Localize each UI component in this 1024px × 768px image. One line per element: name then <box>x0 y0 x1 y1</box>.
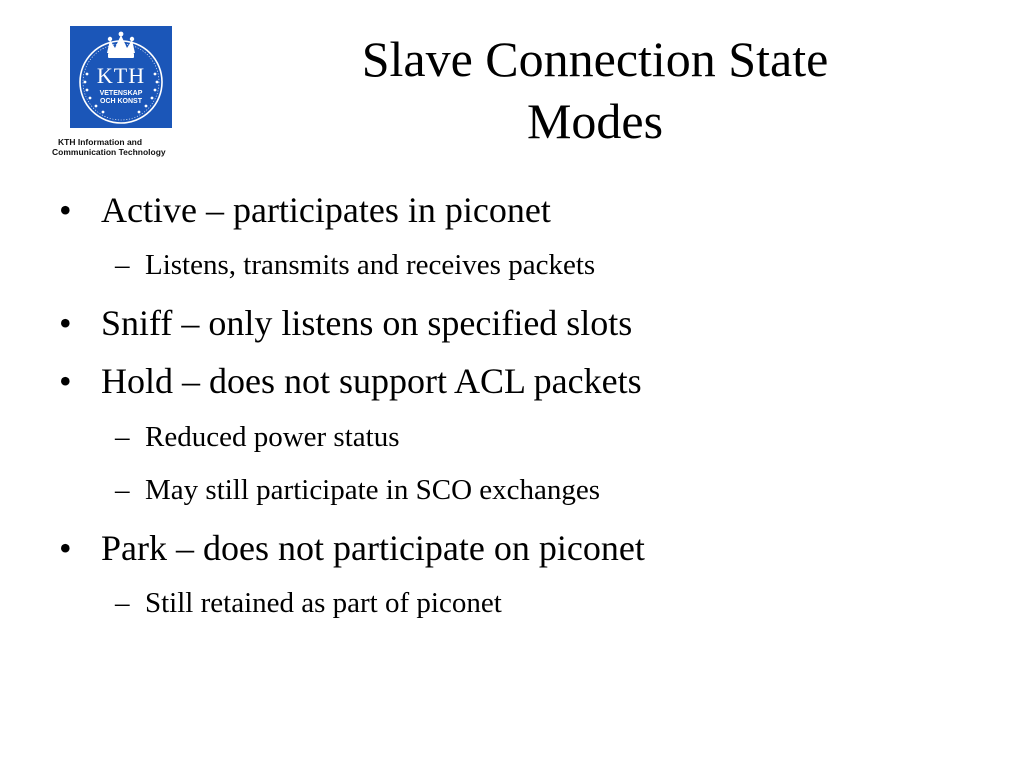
bullet-text: Hold – does not support ACL packets <box>101 361 642 401</box>
bullet-text: Active – participates in piconet <box>101 190 551 230</box>
sub-bullet-marker: – <box>115 587 130 619</box>
bullet-marker: • <box>59 190 72 230</box>
sub-bullet-item <box>115 473 601 507</box>
sub-bullet-text: May still participate in SCO exchanges <box>145 474 601 506</box>
logo-motto-line1: VETENSKAP <box>99 90 143 97</box>
bullet-item <box>59 190 551 230</box>
sub-bullet-item <box>115 248 596 282</box>
bullet-marker: • <box>59 528 72 568</box>
slide-title-line1: Slave Connection State <box>361 31 829 87</box>
slide-title-line2: Modes <box>526 93 664 149</box>
sub-bullet-marker: – <box>115 421 130 453</box>
bullet-marker: • <box>59 361 72 401</box>
logo-motto-line2: OCH KONST <box>100 98 142 105</box>
logo-caption-line1: KTH Information and <box>58 137 143 147</box>
logo-caption-line2: Communication Technology <box>52 147 166 157</box>
bullet-marker: • <box>59 303 72 343</box>
bullet-item <box>59 303 633 343</box>
sub-bullet-text: Still retained as part of piconet <box>145 587 502 619</box>
sub-bullet-item <box>115 420 400 454</box>
sub-bullet-marker: – <box>115 249 130 281</box>
sub-bullet-item <box>115 586 502 620</box>
sub-bullet-text: Listens, transmits and receives packets <box>145 249 596 281</box>
bullet-text: Sniff – only listens on specified slots <box>101 303 633 343</box>
sub-bullet-text: Reduced power status <box>145 421 400 453</box>
sub-bullet-marker: – <box>115 474 130 506</box>
bullet-text: Park – does not participate on piconet <box>101 528 645 568</box>
logo-wordmark: KTH <box>96 63 146 88</box>
bullet-item <box>59 361 642 401</box>
bullet-item <box>59 528 645 568</box>
